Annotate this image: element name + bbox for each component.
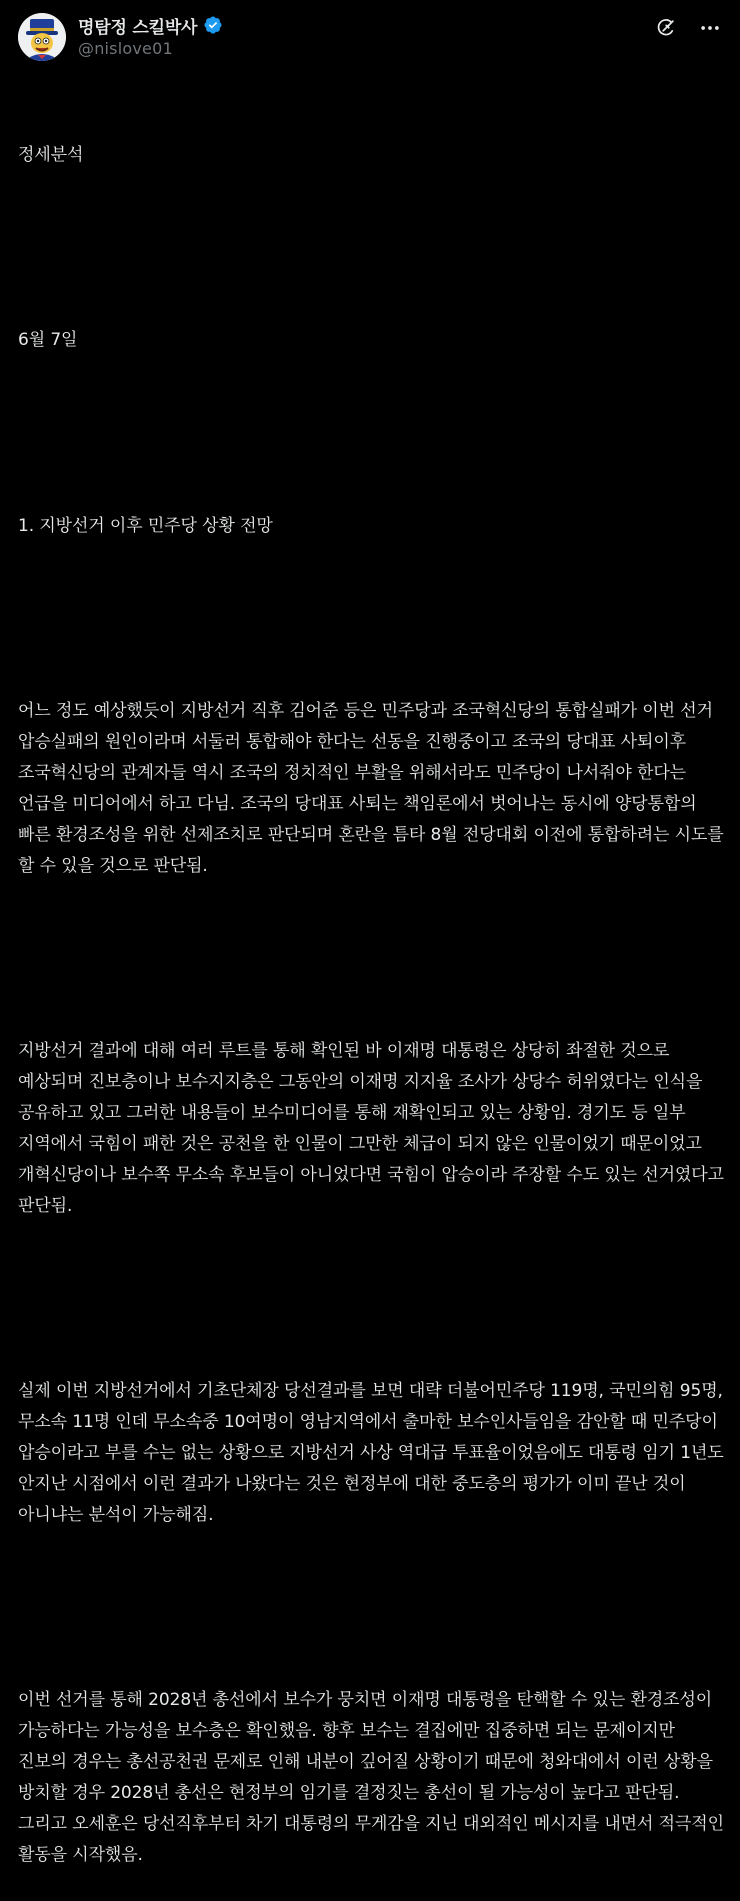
post-text [18, 78, 730, 1901]
post-date: 6월 7일 [18, 330, 78, 351]
post-heading: 정세분석 [18, 144, 84, 165]
verified-badge-icon [203, 15, 223, 35]
more-options-icon[interactable] [698, 16, 722, 40]
post-paragraph: 실제 이번 지방선거에서 기초단체장 당선결과를 보면 대략 더불어민주당 119명, 국민의힘 95명, 무소속 11명 인데 무소속중 10여명이 영남지역에서 출마한 보수인사들임을 감안할 때 민주당이 압승이라고 부를 수는 없는 상황으로 지방선거 사상 역대급 투표율이었음에도 대통령 임기 1년도 안지난 시점에서 이런 결과가 나왔다는 것은 현정부에 대한 중도층의 평가가 이미 끝난 것이 아니냐는 분석이 가능해짐. [18, 1380, 729, 1525]
post-paragraph: 어느 정도 예상했듯이 지방선거 직후 김어준 등은 민주당과 조국혁신당의 통합실패가 이번 선거 압승실패의 원인이라며 서둘러 통합해야 한다는 선동을 진행중이고 조국의 당대표 사퇴이후 조국혁신당의 관계자들 역시 조국의 정치적인 부활을 위해서라도 민주당이 나서줘야 한다는 언급을 미디어에서 하고 다님. 조국의 당대표 사퇴는 책임론에서 벗어나는 동시에 양당통합의 빠른 환경조성을 위한 선제조치로 판단되며 혼란을 틈타 8월 전당대회 이전에 통합하려는 시도를 할 수 있을 것으로 판단됨. [18, 701, 729, 876]
paragraph-gap [18, 418, 724, 449]
name-block [78, 12, 223, 58]
user-handle[interactable]: @nislove01 [78, 39, 173, 58]
paragraph-gap [18, 1283, 724, 1314]
header-actions [654, 16, 722, 40]
paragraph-gap [18, 943, 724, 974]
avatar[interactable] [18, 13, 66, 61]
display-name-row [78, 12, 223, 38]
paragraph-gap [18, 603, 724, 634]
detective-avatar-icon [18, 13, 66, 61]
post-header [18, 10, 722, 66]
paragraph-gap [18, 1592, 724, 1623]
post-paragraph: 이번 선거를 통해 2028년 총선에서 보수가 뭉치면 이재명 대통령을 탄핵할 수 있는 환경조성이 가능하다는 가능성을 보수층은 확인했음. 향후 보수는 결집에만 집중하면 되는 문제이지만 진보의 경우는 총선공천권 문제로 인해 내분이 깊어질 상황이기 때문에 청와대에서 이런 상황을 방치할 경우 2028년 총선은 현정부의 임기를 결정짓는 총선이 될 가능성이 높다고 판단됨. 그리고 오세훈은 당선직후부터 차기 대통령의 무게감을 지닌 대외적인 메시지를 내면서 적극적인 활동을 시작했음. [18, 1690, 730, 1865]
paragraph-gap [18, 233, 724, 264]
section-title: 1. 지방선거 이후 민주당 상황 전망 [18, 515, 273, 536]
post-paragraph: 지방선거 결과에 대해 여러 루트를 통해 확인된 바 이재명 대통령은 상당히 좌절한 것으로 예상되며 진보층이나 보수지지층은 그동안의 이재명 지지율 조사가 상당수 허위였다는 인식을 공유하고 있고 그러한 내용들이 보수미디어를 통해 재확인되고 있는 상황임. 경기도 등 일부 지역에서 국힘이 패한 것은 공천을 한 인물이 그만한 체급이 되지 않은 인물이었기 때문이었고 개혁신당이나 보수쪽 무소속 후보들이 아니었다면 국힘이 압승이라 주장할 수도 있는 선거였다고 판단됨. [18, 1041, 730, 1216]
grok-icon[interactable] [654, 16, 678, 40]
display-name[interactable]: 명탐정 스킬박사 [78, 17, 198, 38]
